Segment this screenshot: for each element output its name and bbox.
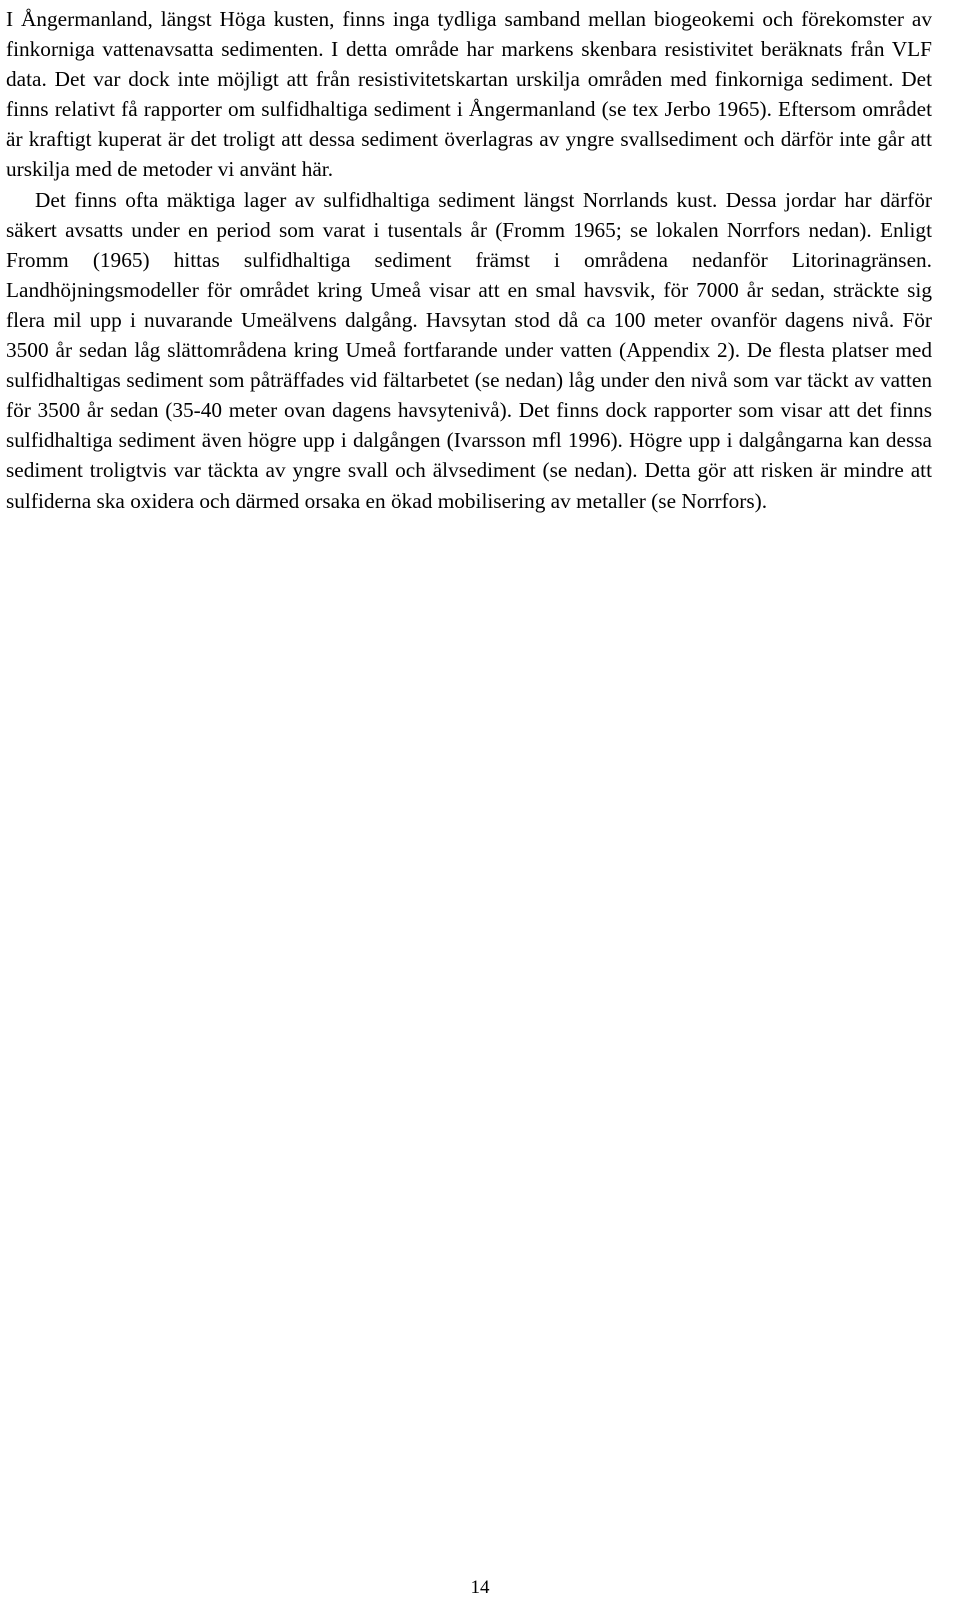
body-text — [6, 4, 932, 516]
paragraph-norrland-coast: Det finns ofta mäktiga lager av sulfidhaltiga sediment längst Norrlands kust. Dessa jordar har därför säkert avsatts under en period som varat i tusentals år (Fromm 1965; se lokalen Norrfors nedan). Enligt Fromm (1965) hittas sulfidhaltiga sediment främst i områdena nedanför Litorinagränsen. Landhöjningsmodeller för området kring Umeå visar att en smal havsvik, för 7000 år sedan, sträckte sig flera mil upp i nuvarande Umeälvens dalgång. Havsytan stod då ca 100 meter ovanför dagens nivå. För 3500 år sedan låg slättområdena kring Umeå fortfarande under vatten (Appendix 2). De flesta platser med sulfidhaltigas sediment som påträffades vid fältarbetet (se nedan) låg under den nivå som var täckt av vatten för 3500 år sedan (35-40 meter ovan dagens havsytenivå). Det finns dock rapporter som visar att det finns sulfidhaltiga sediment även högre upp i dalgången (Ivarsson mfl 1996). Högre upp i dalgångarna kan dessa sediment troligtvis var täckta av yngre svall och älvsediment (se nedan). Detta gör att risken är mindre att sulfiderna ska oxidera och därmed orsaka en ökad mobilisering av metaller (se Norrfors). — [6, 187, 932, 513]
paragraph-angermanland: I Ångermanland, längst Höga kusten, finns inga tydliga samband mellan biogeokemi och förekomster av finkorniga vattenavsatta sedimenten. I detta område har markens skenbara resistivitet beräknats från VLF data. Det var dock inte möjligt att från resistivitetskartan urskilja områden med finkorniga sediment. Det finns relativt få rapporter om sulfidhaltiga sediment i Ångermanland (se tex Jerbo 1965). Eftersom området är kraftigt kuperat är det troligt att dessa sediment överlagras av yngre svallsediment och därför inte går att urskilja med de metoder vi använt här. — [6, 7, 932, 182]
page-number: 14 — [470, 1577, 490, 1598]
